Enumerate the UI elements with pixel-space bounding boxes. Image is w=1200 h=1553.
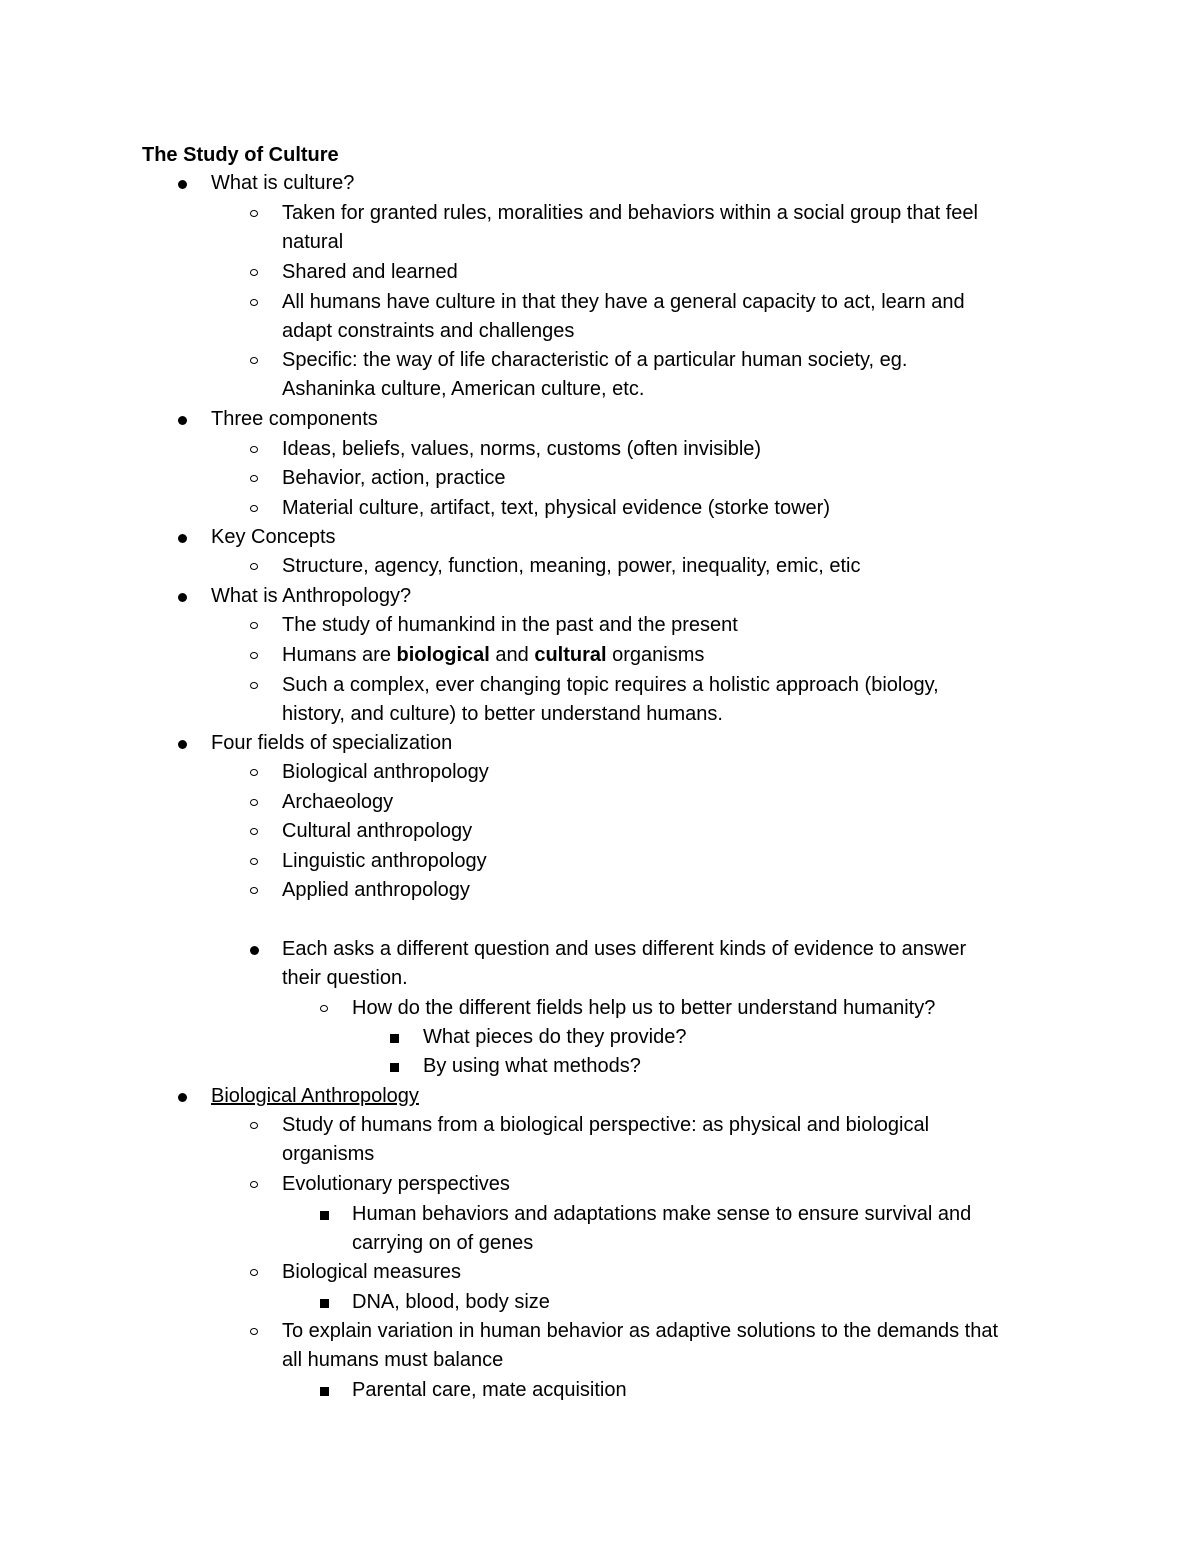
list-item-continuation: organisms — [282, 1143, 375, 1165]
text-run: Humans are — [282, 644, 397, 666]
circle-bullet-icon — [250, 269, 258, 276]
circle-bullet-icon — [320, 1005, 328, 1012]
list-item-continuation: their question. — [282, 967, 408, 989]
circle-bullet-icon — [250, 1181, 258, 1188]
bold-term-cultural: cultural — [534, 644, 607, 666]
list-item: Ideas, beliefs, values, norms, customs (often invisible) — [282, 438, 762, 460]
bold-term-biological: biological — [396, 644, 490, 666]
disc-bullet-icon — [178, 416, 187, 425]
list-item: Parental care, mate acquisition — [352, 1379, 627, 1401]
list-item: Behavior, action, practice — [282, 467, 506, 489]
list-item-continuation: history, and culture) to better understand humans. — [282, 703, 723, 725]
list-item: Specific: the way of life characteristic of a particular human society, eg. — [282, 349, 908, 371]
list-item-humans — [282, 642, 704, 668]
list-item: Linguistic anthropology — [282, 850, 487, 872]
circle-bullet-icon — [250, 299, 258, 306]
list-item: What pieces do they provide? — [423, 1026, 687, 1048]
circle-bullet-icon — [250, 357, 258, 364]
square-bullet-icon — [320, 1299, 329, 1308]
circle-bullet-icon — [250, 622, 258, 629]
list-item-continuation: all humans must balance — [282, 1349, 504, 1371]
circle-bullet-icon — [250, 1269, 258, 1276]
circle-bullet-icon — [250, 769, 258, 776]
circle-bullet-icon — [250, 652, 258, 659]
circle-bullet-icon — [250, 1122, 258, 1129]
list-item: Material culture, artifact, text, physical evidence (storke tower) — [282, 497, 830, 519]
circle-bullet-icon — [250, 828, 258, 835]
list-item-anthropology: What is Anthropology? — [211, 585, 412, 607]
list-item: Applied anthropology — [282, 879, 470, 901]
square-bullet-icon — [390, 1063, 399, 1072]
square-bullet-icon — [390, 1034, 399, 1043]
square-bullet-icon — [320, 1211, 329, 1220]
list-item-continuation: natural — [282, 231, 344, 253]
list-item: All humans have culture in that they have a general capacity to act, learn and — [282, 291, 965, 313]
list-item: How do the different fields help us to better understand humanity? — [352, 997, 936, 1019]
text-run: organisms — [606, 644, 705, 666]
list-item: Cultural anthropology — [282, 820, 473, 842]
circle-bullet-icon — [250, 887, 258, 894]
disc-bullet-icon — [178, 180, 187, 189]
circle-bullet-icon — [250, 475, 258, 482]
list-item: Biological measures — [282, 1261, 461, 1283]
list-item: Taken for granted rules, moralities and behaviors within a social group that feel — [282, 202, 978, 224]
circle-bullet-icon — [250, 505, 258, 512]
list-item-fields: Four fields of specialization — [211, 732, 453, 754]
document-title: The Study of Culture — [142, 144, 339, 166]
disc-bullet-icon — [178, 593, 187, 602]
list-item: Biological anthropology — [282, 761, 489, 783]
circle-bullet-icon — [250, 446, 258, 453]
list-item: Archaeology — [282, 791, 394, 813]
circle-bullet-icon — [250, 682, 258, 689]
list-item: The study of humankind in the past and the present — [282, 614, 738, 636]
list-item-continuation: adapt constraints and challenges — [282, 320, 575, 342]
list-item: To explain variation in human behavior as adaptive solutions to the demands that — [282, 1320, 999, 1342]
circle-bullet-icon — [250, 858, 258, 865]
list-item: Such a complex, ever changing topic requires a holistic approach (biology, — [282, 674, 939, 696]
list-item-biological-heading: Biological Anthropology — [211, 1085, 419, 1107]
list-item-components: Three components — [211, 408, 378, 430]
disc-bullet-icon — [178, 740, 187, 749]
list-item-continuation: carrying on of genes — [352, 1232, 534, 1254]
list-item: Evolutionary perspectives — [282, 1173, 510, 1195]
list-item-continuation: Ashaninka culture, American culture, etc. — [282, 378, 645, 400]
text-run: and — [489, 644, 535, 666]
list-item: By using what methods? — [423, 1055, 641, 1077]
list-item-concepts: Key Concepts — [211, 526, 336, 548]
list-item: Shared and learned — [282, 261, 458, 283]
circle-bullet-icon — [250, 799, 258, 806]
disc-bullet-icon — [178, 534, 187, 543]
list-item-culture: What is culture? — [211, 172, 355, 194]
disc-bullet-icon — [178, 1093, 187, 1102]
square-bullet-icon — [320, 1387, 329, 1396]
disc-bullet-icon — [250, 946, 259, 955]
list-item: DNA, blood, body size — [352, 1291, 550, 1313]
list-item: Each asks a different question and uses different kinds of evidence to answer — [282, 938, 967, 960]
circle-bullet-icon — [250, 1328, 258, 1335]
list-item: Study of humans from a biological perspective: as physical and biological — [282, 1114, 930, 1136]
circle-bullet-icon — [250, 210, 258, 217]
list-item: Structure, agency, function, meaning, power, inequality, emic, etic — [282, 555, 861, 577]
list-item: Human behaviors and adaptations make sense to ensure survival and — [352, 1203, 972, 1225]
circle-bullet-icon — [250, 563, 258, 570]
